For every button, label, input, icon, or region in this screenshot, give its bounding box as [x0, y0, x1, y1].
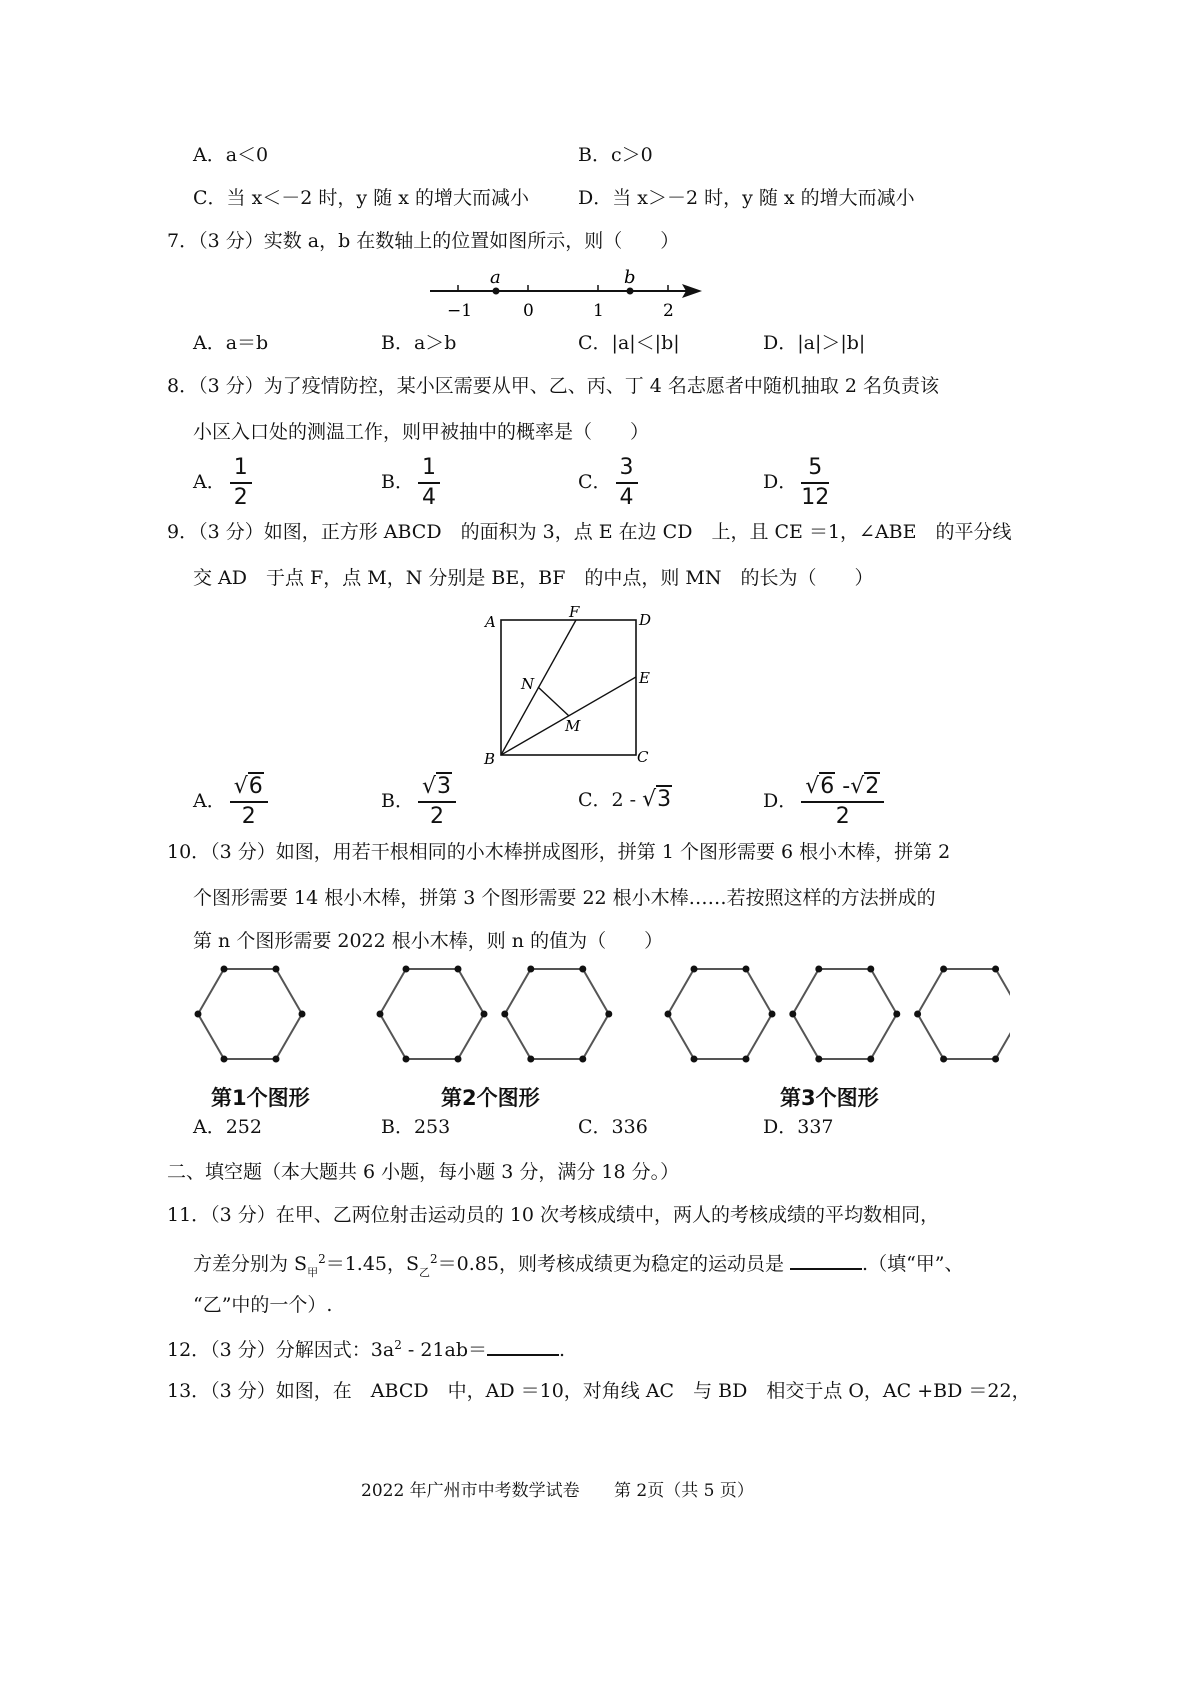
stick-joint	[867, 1056, 874, 1063]
tick-label: 1	[593, 301, 604, 321]
stick-joint	[992, 1056, 999, 1063]
q7-option-c: C．|a|＜|b|	[578, 332, 680, 354]
stick	[380, 969, 406, 1014]
stick	[505, 1014, 531, 1059]
q10-stem-line1: 10．（3 分）如图，用若干根相同的小木棒拼成图形，拼第 1 个图形需要 6 根小木棒，拼第 2	[167, 841, 951, 863]
q12-stem: 12．（3 分）分解因式：$3a^2 - 21ab=$ .	[167, 1338, 566, 1361]
q10-option-d: D．337	[763, 1116, 834, 1138]
tick-label: −1	[447, 301, 473, 321]
stick-joint	[914, 1011, 921, 1018]
point-a	[493, 288, 500, 295]
stick	[746, 1014, 772, 1059]
q7-option-b: B．a＞b	[381, 332, 457, 354]
q8-stem-line2: 小区入口处的测温工作，则甲被抽中的概率是（ ）	[193, 421, 650, 443]
number-line-figure	[420, 265, 720, 325]
q11-stem-line1: 11．（3 分）在甲、乙两位射击运动员的 10 次考核成绩中，两人的考核成绩的平均数相同，	[167, 1204, 940, 1226]
stick-joint	[867, 965, 874, 972]
footer-title: 2022 年广州市中考数学试卷	[361, 1481, 580, 1501]
stick-joint	[527, 965, 534, 972]
q9-option-c: C．2 - √3	[578, 787, 672, 812]
stick-joint	[743, 1056, 750, 1063]
q9-option-b: B． $\frac{√3}{2}$	[381, 775, 456, 829]
q8-option-c: C． $\frac{3}{4}$	[578, 456, 638, 510]
figure-1	[195, 965, 306, 1062]
stick-joint	[691, 1056, 698, 1063]
stick	[746, 969, 772, 1014]
q9-stem-line1: 9．（3 分）如图，正方形 ABCD 的面积为 3，点 E 在边 CD 上，且 CE ＝1，∠ABE 的平分线	[167, 521, 1012, 543]
q9-option-a: A． $\frac{√6}{2}$	[193, 775, 268, 829]
tick-label: 0	[523, 301, 534, 321]
label-c: C	[637, 748, 649, 766]
stick-joint	[403, 1056, 410, 1063]
figure-2	[377, 965, 613, 1062]
segment-mn	[538, 687, 569, 716]
stick-joint	[527, 1056, 534, 1063]
footer-page-number: 第 2页（共 5 页）	[614, 1481, 754, 1501]
stick	[996, 969, 1010, 1014]
stick-joint	[221, 1056, 228, 1063]
q8-stem-line1: 8．（3 分）为了疫情防控，某小区需要从甲、乙、丙、丁 4 名志愿者中随机抽取 2 名负责该	[167, 375, 940, 397]
stick-joint	[273, 965, 280, 972]
tick-label: 2	[663, 301, 674, 321]
point-b-label: b	[624, 267, 636, 288]
q6-option-a: A．a＜0	[193, 144, 269, 166]
stick	[871, 969, 897, 1014]
q7-stem: 7．（3 分）实数 a，b 在数轴上的位置如图所示，则（ ）	[167, 230, 680, 252]
stick	[276, 1014, 302, 1059]
section-2-heading: 二、填空题（本大题共 6 小题，每小题 3 分，满分 18 分。）	[167, 1161, 680, 1183]
stick-joint	[992, 965, 999, 972]
q10-option-a: A．252	[193, 1116, 262, 1138]
stick	[871, 1014, 897, 1059]
label-m: M	[565, 717, 581, 735]
stick-joint	[940, 965, 947, 972]
label-e: E	[639, 669, 650, 687]
stick	[380, 1014, 406, 1059]
square-figure	[475, 600, 665, 775]
stick-joint	[940, 1056, 947, 1063]
figure-3	[665, 965, 1011, 1062]
stick-joint	[501, 1011, 508, 1018]
stick-joint	[377, 1011, 384, 1018]
stick	[198, 969, 224, 1014]
q8-option-a: A． $\frac{1}{2}$	[193, 456, 252, 510]
stick	[918, 1014, 944, 1059]
stick	[793, 1014, 819, 1059]
stick	[996, 1014, 1010, 1059]
q11-stem-line3: “乙”中的一个）.	[193, 1294, 333, 1316]
stick	[583, 1014, 609, 1059]
q10-option-b: B．253	[381, 1116, 451, 1138]
q10-stem-line3: 第 n 个图形需要 2022 根小木棒，则 n 的值为（ ）	[193, 930, 664, 952]
stick	[505, 969, 531, 1014]
stick	[793, 969, 819, 1014]
stick-joint	[403, 965, 410, 972]
stick-joint	[893, 1011, 900, 1018]
q11-stem-line2: 方差分别为 $S_甲^2=1.45$，$S_乙^2=0.85$，则考核成绩更为稳定的运动员是 .（填“甲”、	[193, 1252, 964, 1279]
q6-option-c: C．当 x＜－2 时，y 随 x 的增大而减小	[193, 187, 529, 209]
label-d: D	[639, 611, 652, 629]
stick-joint	[579, 965, 586, 972]
stick-joint	[273, 1056, 280, 1063]
figure-1-caption: 第1个图形	[211, 1086, 310, 1110]
stick-joint	[665, 1011, 672, 1018]
q7-option-d: D．|a|＞|b|	[763, 332, 866, 354]
stick-joint	[455, 965, 462, 972]
q8-option-d: D． $\frac{5}{12}$	[763, 455, 830, 510]
stick	[458, 1014, 484, 1059]
figure-2-caption: 第2个图形	[441, 1086, 540, 1110]
q7-option-a: A．a＝b	[193, 332, 269, 354]
stick	[583, 969, 609, 1014]
point-a-label: a	[490, 267, 501, 288]
stick	[198, 1014, 224, 1059]
stick-joint	[299, 1011, 306, 1018]
stick-joint	[221, 965, 228, 972]
stick	[276, 969, 302, 1014]
point-b	[627, 288, 634, 295]
q6-option-d: D．当 x＞－2 时，y 随 x 的增大而减小	[578, 187, 915, 209]
stick-joint	[815, 1056, 822, 1063]
stick-joint	[455, 1056, 462, 1063]
q6-option-b: B．c＞0	[578, 144, 653, 166]
label-b: B	[484, 750, 496, 768]
stick-joint	[579, 1056, 586, 1063]
q10-stem-line2: 个图形需要 14 根小木棒，拼第 3 个图形需要 22 根小木棒……若按照这样的方法拼成的	[193, 887, 936, 909]
q9-option-d: D． $\frac{√6 -√2}{2}$	[763, 775, 884, 829]
stick	[918, 969, 944, 1014]
stick-joint	[815, 965, 822, 972]
stick-joint	[789, 1011, 796, 1018]
q10-option-c: C．336	[578, 1116, 648, 1138]
q11-answer-blank	[790, 1250, 862, 1270]
q13-stem: 13．（3 分）如图，在 ABCD 中，AD ＝10，对角线 AC 与 BD 相交于点 O，AC +BD ＝22，	[167, 1380, 1031, 1402]
hexagon-pattern-figure	[190, 958, 1010, 1078]
stick-joint	[605, 1011, 612, 1018]
q9-stem-line2: 交 AD 于点 F，点 M，N 分别是 BE，BF 的中点，则 MN 的长为（ ）	[193, 567, 874, 589]
label-a: A	[485, 613, 496, 631]
label-f: F	[569, 603, 580, 621]
stick	[668, 1014, 694, 1059]
q12-answer-blank	[487, 1336, 559, 1356]
figure-3-caption: 第3个图形	[780, 1086, 879, 1110]
stick	[458, 969, 484, 1014]
stick	[668, 969, 694, 1014]
label-n: N	[521, 675, 535, 693]
stick-joint	[691, 965, 698, 972]
stick-joint	[769, 1011, 776, 1018]
stick-joint	[195, 1011, 202, 1018]
stick-joint	[481, 1011, 488, 1018]
q8-option-b: B． $\frac{1}{4}$	[381, 456, 440, 510]
stick-joint	[743, 965, 750, 972]
